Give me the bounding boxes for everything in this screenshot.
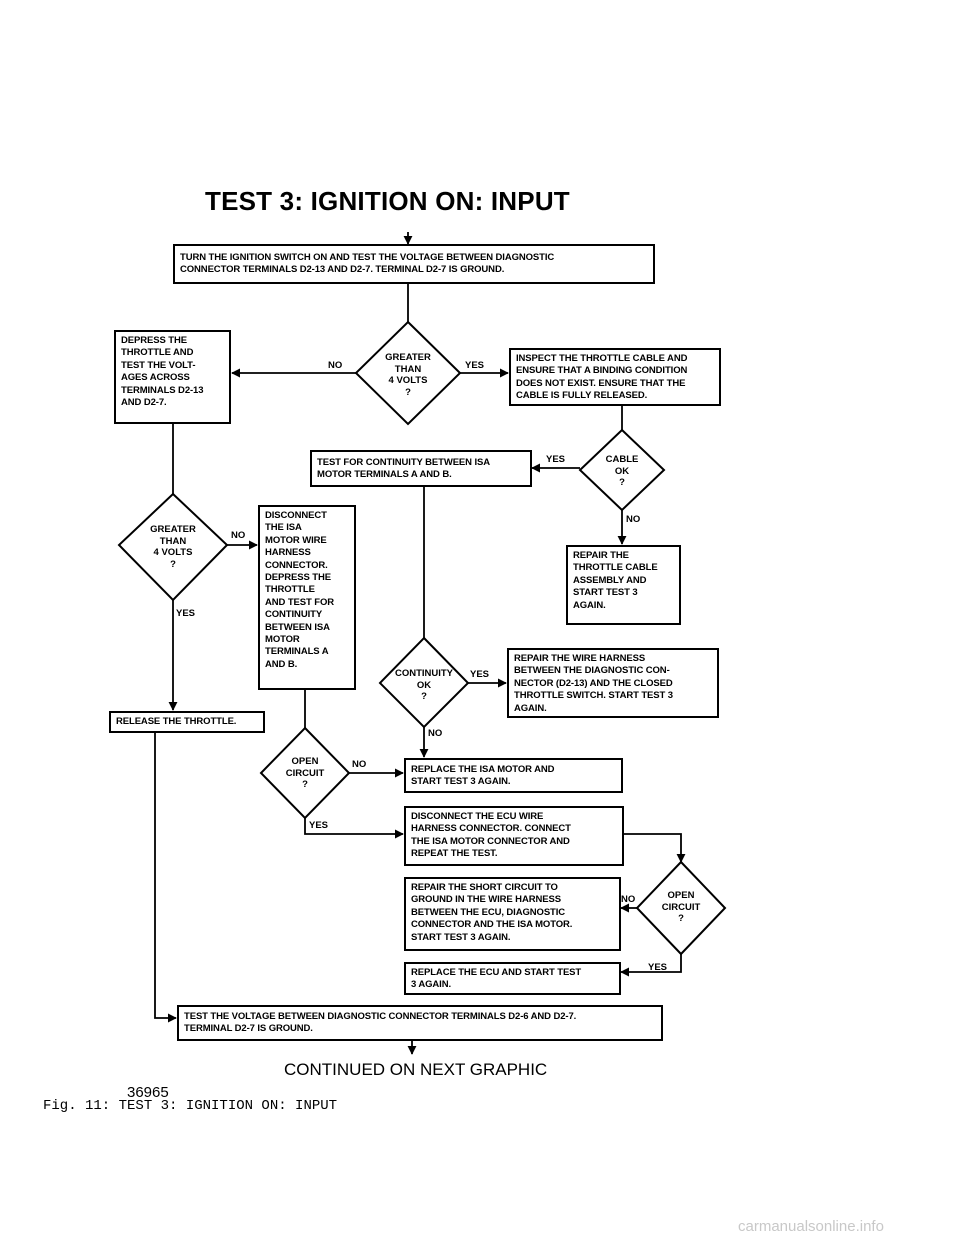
step-test-continuity-isa: TEST FOR CONTINUITY BETWEEN ISA MOTOR TERMINALS A AND B. — [310, 450, 532, 487]
decision-d6-text: OPEN CIRCUIT ? — [661, 890, 701, 924]
label-yes: YES — [465, 360, 485, 371]
step-test-voltage-d2-6: TEST THE VOLTAGE BETWEEN DIAGNOSTIC CONNECTOR TERMINALS D2-6 AND D2-7. TERMINAL D2-7 IS GROUND. — [177, 1005, 663, 1041]
label-yes: YES — [176, 608, 196, 619]
step-turn-ignition-on: TURN THE IGNITION SWITCH ON AND TEST THE VOLTAGE BETWEEN DIAGNOSTIC CONNECTOR TERMINALS D2-13 AND D2-7. TERMINAL D2-7 IS GROUND. — [173, 244, 655, 284]
step-inspect-throttle-cable: INSPECT THE THROTTLE CABLE AND ENSURE THAT A BINDING CONDITION DOES NOT EXIST. ENSURE THAT THE CABLE IS FULLY RELEASED. — [509, 348, 721, 406]
label-no: NO — [428, 728, 443, 739]
label-yes: YES — [546, 454, 566, 465]
label-no: NO — [621, 894, 636, 905]
step-disconnect-isa-harness: DISCONNECT THE ISA MOTOR WIRE HARNESS CONNECTOR. DEPRESS THE THROTTLE AND TEST FOR CONTINUITY BETWEEN ISA MOTOR TERMINALS A AND B. — [258, 505, 356, 690]
step-repair-wire-harness: REPAIR THE WIRE HARNESS BETWEEN THE DIAGNOSTIC CON- NECTOR (D2-13) AND THE CLOSED THROTTLE SWITCH. START TEST 3 AGAIN. — [507, 648, 719, 718]
decision-d5-text: OPEN CIRCUIT ? — [285, 756, 325, 790]
label-no: NO — [328, 360, 343, 371]
label-no: NO — [352, 759, 367, 770]
step-replace-isa-motor: REPLACE THE ISA MOTOR AND START TEST 3 AGAIN. — [404, 758, 623, 793]
connector-line — [624, 834, 681, 862]
step-replace-ecu: REPLACE THE ECU AND START TEST 3 AGAIN. — [404, 962, 621, 995]
label-yes: YES — [470, 669, 490, 680]
step-depress-throttle: DEPRESS THE THROTTLE AND TEST THE VOLT- AGES ACROSS TERMINALS D2-13 AND D2-7. — [114, 330, 231, 424]
graphic-code: 36965 — [127, 1084, 169, 1101]
diagram-title: TEST 3: IGNITION ON: INPUT — [205, 186, 570, 216]
label-no: NO — [626, 514, 641, 525]
label-yes: YES — [648, 962, 668, 973]
step-disconnect-ecu: DISCONNECT THE ECU WIRE HARNESS CONNECTOR. CONNECT THE ISA MOTOR CONNECTOR AND REPEAT THE TEST. — [404, 806, 624, 866]
decision-d1-text: GREATER THAN 4 VOLTS ? — [385, 352, 431, 398]
label-yes: YES — [309, 820, 329, 831]
figure-caption: Fig. 11: TEST 3: IGNITION ON: INPUT — [43, 1098, 338, 1114]
watermark: carmanualsonline.info — [738, 1218, 884, 1235]
step-repair-short-circuit: REPAIR THE SHORT CIRCUIT TO GROUND IN THE WIRE HARNESS BETWEEN THE ECU, DIAGNOSTIC CONNECTOR AND THE ISA MOTOR. START TEST 3 AGAIN. — [404, 877, 621, 951]
label-no: NO — [231, 530, 246, 541]
connector-line — [155, 733, 176, 1018]
decision-d4-text: CONTINUITY OK ? — [394, 668, 454, 702]
continued-note: CONTINUED ON NEXT GRAPHIC — [284, 1060, 548, 1079]
step-repair-throttle-cable: REPAIR THE THROTTLE CABLE ASSEMBLY AND START TEST 3 AGAIN. — [566, 545, 681, 625]
decision-d3-text: GREATER THAN 4 VOLTS ? — [150, 524, 196, 570]
decision-d2-text: CABLE OK ? — [605, 454, 639, 488]
step-release-throttle: RELEASE THE THROTTLE. — [109, 711, 265, 733]
